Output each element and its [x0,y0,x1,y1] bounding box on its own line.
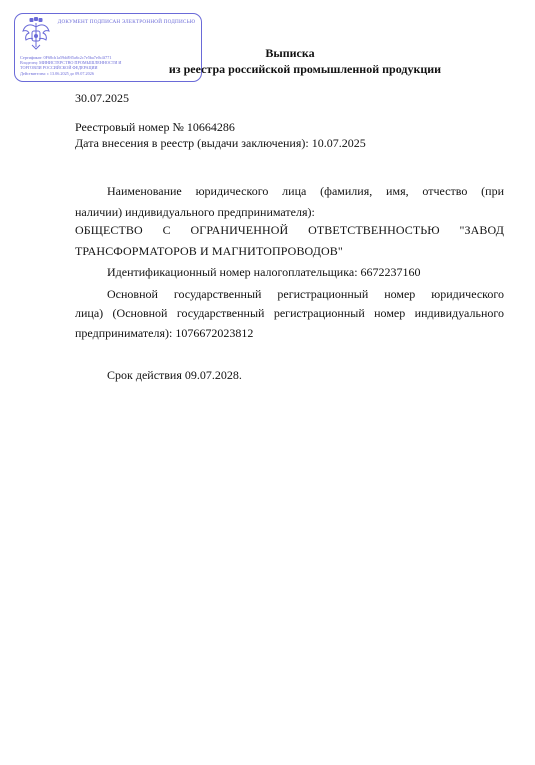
document-date: 30.07.2025 [75,91,129,105]
legal-name-label-line-2: наличии) индивидуального предпринимателя): [75,205,315,219]
inn: Идентификационный номер налогоплательщика: 6672237160 [107,265,421,279]
stamp-line: Владелец: МИНИСТЕРСТВО ПРОМЫШЛЕННОСТИ И [20,60,122,66]
company-name-line-2: ТРАНСФОРМАТОРОВ И МАГНИТОПРОВОДОВ" [75,244,343,258]
registry-date: Дата внесения в реестр (выдачи заключения): 10.07.2025 [75,136,366,150]
registry-number: Реестровый номер № 10664286 [75,120,235,134]
company-name-line-1: ОБЩЕСТВО С ОГРАНИЧЕННОЙ ОТВЕТСТВЕННОСТЬЮ "ЗАВОД [75,223,504,237]
document-header [75,45,505,77]
document-subtitle: из реестра российской промышленной продукции [168,62,442,76]
stamp-line: Сертификат: 0F68cb1a59dd9f5a6c2c7e5ba7e0c4f771 [20,55,112,60]
stamp-line: Действителен: с 13.06.2025 до 09.07.2026 [20,70,94,76]
validity-period: Срок действия 09.07.2028. [107,368,242,382]
legal-name-label-line-1: Наименование юридического лица (фамилия, имя, отчество (при [107,184,504,198]
stamp-title: ДОКУМЕНТ ПОДПИСАН ЭЛЕКТРОННОЙ ПОДПИСЬЮ [57,19,196,25]
coat-of-arms-icon [21,17,51,53]
ogrn-line-3: предпринимателя): 1076672023812 [75,326,254,340]
document-title: Выписка [265,46,315,60]
ogrn-line-2: лица) (Основной государственный регистрационный номер индивидуального [75,306,504,320]
stamp-line: ТОРГОВЛИ РОССИЙСКОЙ ФЕДЕРАЦИИ [20,65,98,71]
ogrn-line-1: Основной государственный регистрационный номер юридического [107,287,504,301]
